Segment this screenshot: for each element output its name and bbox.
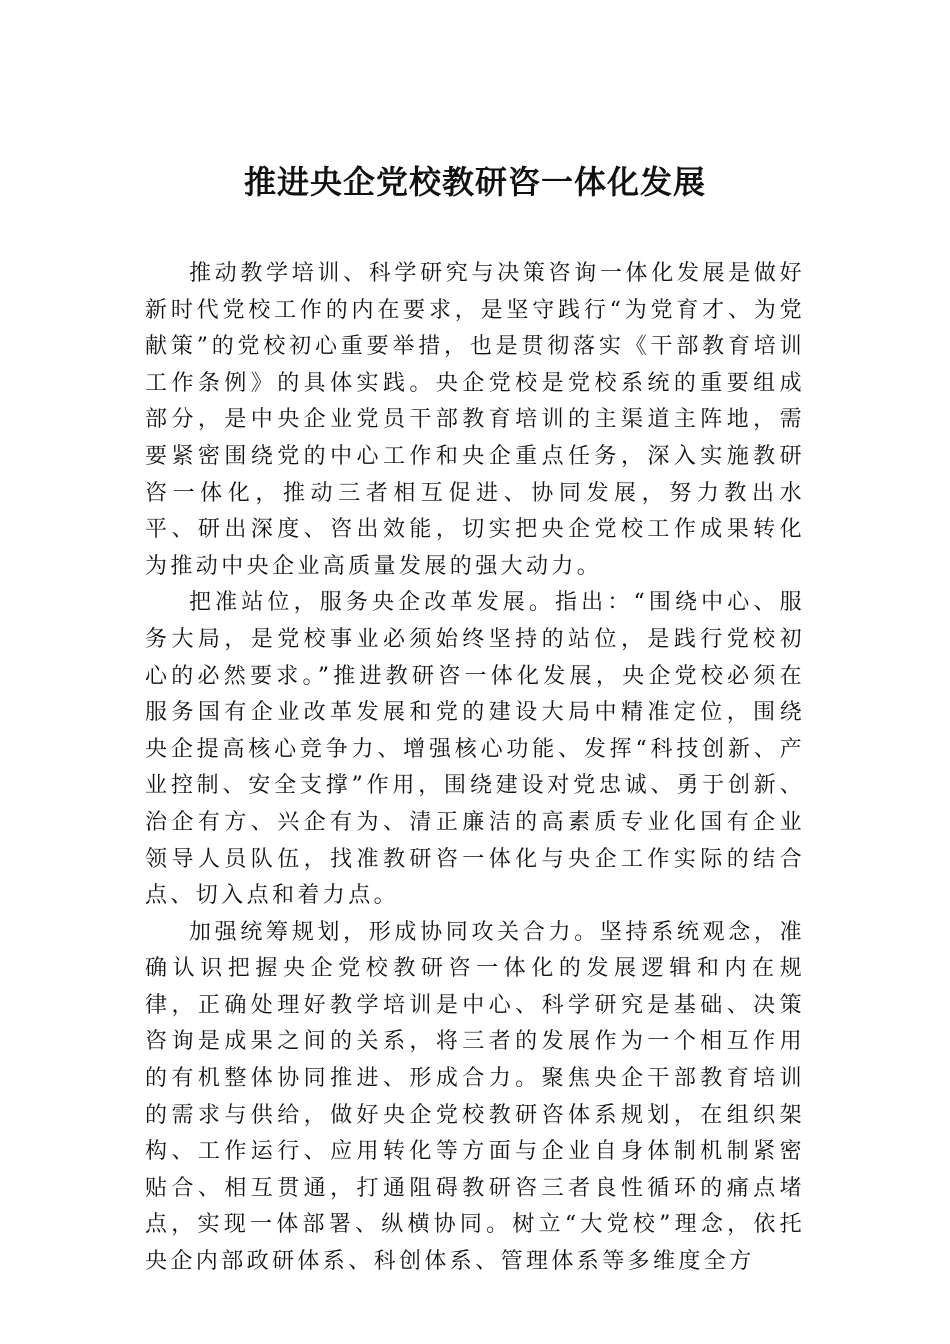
document-body — [145, 256, 805, 1281]
document-title: 推进央企党校教研咨一体化发展 — [243, 163, 706, 201]
paragraph-1: 推动教学培训、科学研究与决策咨询一体化发展是做好新时代党校工作的内在要求，是坚守践行“为党育才、为党献策”的党校初心重要举措，也是贯彻落实《干部教育培训工作条例》的具体实践。央企党校是党校系统的重要组成部分，是中央企业党员干部教育培训的主渠道主阵地，需要紧密围绕党的中心工作和央企重点任务，深入实施教研咨一体化，推动三者相互促进、协同发展，努力教出水平、研出深度、咨出效能，切实把央企党校工作成果转化为推动中央企业高质量发展的强大动力。 — [145, 261, 805, 579]
paragraph-2: 把准站位，服务央企改革发展。指出：“围绕中心、服务大局，是党校事业必须始终坚持的站位，是践行党校初心的必然要求。”推进教研咨一体化发展，央企党校必须在服务国有企业改革发展和党的建设大局中精准定位，围绕央企提高核心竞争力、增强核心功能、发挥“科技创新、产业控制、安全支撑”作用，围绕建设对党忠诚、勇于创新、治企有方、兴企有为、清正廉洁的高素质专业化国有企业领导人员队伍，找准教研咨一体化与央企工作实际的结合点、切入点和着力点。 — [145, 590, 805, 909]
paragraph-3: 加强统筹规划，形成协同攻关合力。坚持系统观念，准确认识把握央企党校教研咨一体化的发展逻辑和内在规律，正确处理好教学培训是中心、科学研究是基础、决策咨询是成果之间的关系，将三者的发展作为一个相互作用的有机整体协同推进、形成合力。聚焦央企干部教育培训的需求与供给，做好央企党校教研咨体系规划，在组织架构、工作运行、应用转化等方面与企业自身体制机制紧密贴合、相互贯通，打通阻碍教研咨三者良性循环的痛点堵点，实现一体部署、纵横协同。树立“大党校”理念，依托央企内部政研体系、科创体系、管理体系等多维度全方 — [145, 919, 805, 1275]
